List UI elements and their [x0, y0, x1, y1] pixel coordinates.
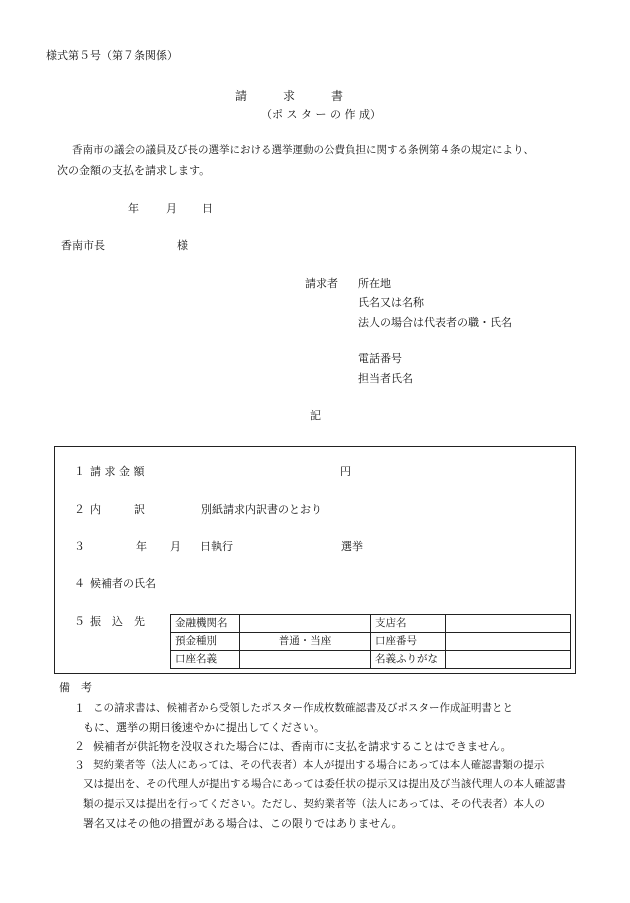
note1-number: １	[74, 702, 85, 715]
bank-name-value	[240, 615, 371, 633]
form-number: 様式第５号（第７条関係）	[46, 49, 178, 62]
intro-text-line1: 香南市の議会の議員及び長の選挙における選挙運動の公費負担に関する条例第４条の規定により、	[72, 144, 534, 156]
item3-year: 年	[136, 540, 147, 553]
account-number-header: 口座番号	[371, 633, 446, 651]
intro-text-line2: 次の金額の支払を請求します。	[57, 164, 211, 177]
claimant-phone-label: 電話番号	[358, 352, 402, 365]
item5-number: ５	[74, 615, 85, 628]
table-row	[171, 633, 571, 651]
deposit-type-header: 預金種別	[171, 633, 240, 651]
claimant-representative-label: 法人の場合は代表者の職・氏名	[358, 316, 512, 329]
item3-number: ３	[74, 540, 85, 553]
note3-line1: 契約業者等（法人にあっては、その代表者）本人が提出する場合にあっては本人確認書類の提示	[93, 759, 545, 771]
account-holder-value	[240, 651, 371, 669]
date-day: 日	[202, 202, 213, 215]
item2-number: ２	[74, 503, 85, 516]
date-month: 月	[166, 202, 177, 215]
table-row	[171, 615, 571, 633]
note3-line2: 又は提出を、その代理人が提出する場合にあっては委任状の提示又は提出及び当該代理人の本人確認書	[83, 778, 566, 790]
item1-number: １	[74, 465, 85, 478]
bank-table	[170, 614, 571, 669]
claimant-address-label: 所在地	[358, 277, 391, 290]
addressee-honorific: 様	[177, 239, 188, 252]
item2-value: 別紙請求内訳書のとおり	[201, 503, 322, 516]
note3-line4: 署名又はその他の措置がある場合は、この限りではありません。	[83, 817, 403, 830]
table-row	[171, 651, 571, 669]
item3-suffix: 選挙	[341, 540, 363, 553]
addressee-name: 香南市長	[61, 239, 105, 252]
branch-name-header: 支店名	[371, 615, 446, 633]
document-subtitle: （ポ ス タ ー の 作 成）	[261, 108, 381, 121]
claimant-contact-label: 担当者氏名	[358, 372, 413, 385]
holder-furigana-value	[446, 651, 571, 669]
deposit-type-value: 普通・当座	[240, 633, 371, 651]
item1-unit: 円	[340, 465, 351, 478]
account-holder-header: 口座名義	[171, 651, 240, 669]
note2-line1: 候補者が供託物を没収された場合には、香南市に支払を請求することはできません。	[93, 740, 512, 753]
note3-line3: 類の提示又は提出を行ってください。ただし、契約業者等（法人にあっては、その代表者）本人の	[83, 798, 545, 810]
bank-name-header: 金融機関名	[171, 615, 240, 633]
item5-label: 振 込 先	[90, 615, 145, 628]
holder-furigana-header: 名義ふりがな	[371, 651, 446, 669]
note3-number: ３	[74, 759, 85, 772]
account-number-value	[446, 633, 571, 651]
note1-line2: もに、選挙の期日後速やかに提出してください。	[83, 721, 325, 734]
item2-label: 内 訳	[90, 503, 145, 516]
document-title: 請 求 書	[235, 89, 344, 103]
note1-line1: この請求書は、候補者から受領したポスター作成枚数確認書及びポスター作成証明書とと	[93, 702, 513, 714]
item4-number: ４	[74, 577, 85, 590]
item1-label: 請 求 金 額	[90, 465, 145, 478]
item3-day-held: 日執行	[200, 540, 233, 553]
note2-number: ２	[74, 740, 85, 753]
claimant-label: 請求者	[305, 277, 338, 290]
branch-name-value	[446, 615, 571, 633]
item4-label: 候補者の氏名	[90, 577, 156, 590]
date-year: 年	[128, 202, 139, 215]
claimant-name-label: 氏名又は名称	[358, 296, 424, 309]
item3-month: 月	[170, 540, 181, 553]
ki-heading: 記	[310, 409, 321, 422]
notes-title: 備 考	[59, 681, 92, 694]
